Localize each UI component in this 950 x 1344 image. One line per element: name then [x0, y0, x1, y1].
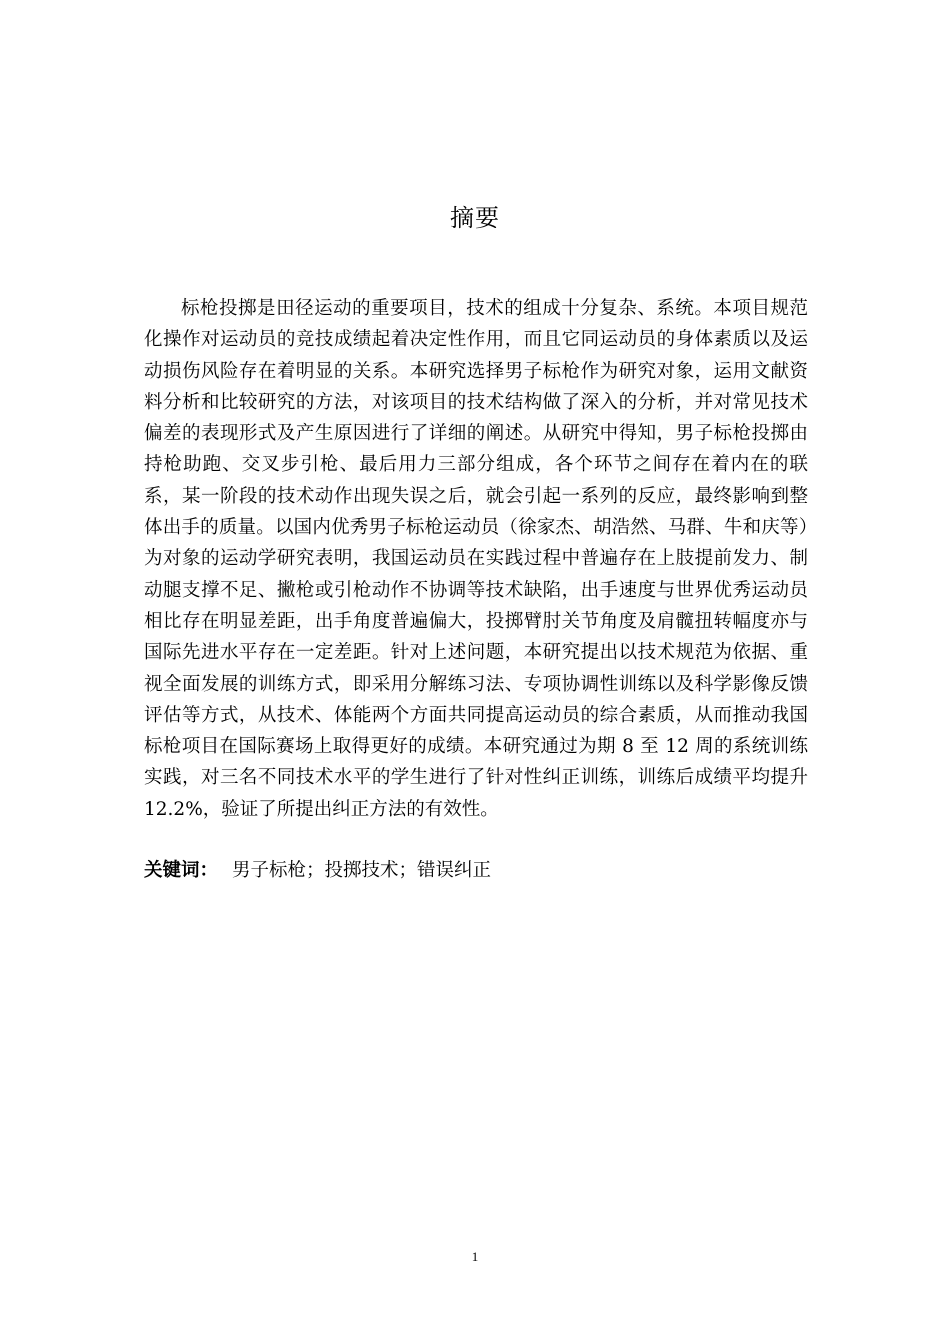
keywords-value: 男子标枪；投掷技术；错误纠正 — [232, 860, 492, 881]
page-number: 1 — [471, 1249, 479, 1264]
keywords-line — [144, 857, 808, 885]
abstract-paragraph: 标枪投掷是田径运动的重要项目，技术的组成十分复杂、系统。本项目规范化操作对运动员的竞技成绩起着决定性作用，而且它同运动员的身体素质以及运动损伤风险存在着明显的关系。本研究选择男子标枪作为研究对象，运用文献资料分析和比较研究的方法，对该项目的技术结构做了深入的分析，并对常见技术偏差的表现形式及产生原因进行了详细的阐述。从研究中得知，男子标枪投掷由持枪助跑、交叉步引枪、最后用力三部分组成，各个环节之间存在着内在的联系，某一阶段的技术动作出现失误之后，就会引起一系列的反应，最终影响到整体出手的质量。以国内优秀男子标枪运动员（徐家杰、胡浩然、马群、牛和庆等）为对象的运动学研究表明，我国运动员在实践过程中普遍存在上肢提前发力、制动腿支撑不足、撇枪或引枪动作不协调等技术缺陷，出手速度与世界优秀运动员相比存在明显差距，出手角度普遍偏大，投掷臂肘关节角度及肩髋扭转幅度亦与国际先进水平存在一定差距。针对上述问题，本研究提出以技术规范为依据、重视全面发展的训练方式，即采用分解练习法、专项协调性训练以及科学影像反馈评估等方式，从技术、体能两个方面共同提高运动员的综合素质，从而推动我国标枪项目在国际赛场上取得更好的成绩。本研究通过为期 8 至 12 周的系统训练实践，对三名不同技术水平的学生进行了针对性纠正训练，训练后成绩平均提升 12.2%，验证了所提出纠正方法的有效性。 — [144, 298, 808, 820]
page-title: 摘要 — [450, 204, 500, 232]
keywords-label: 关键词： — [144, 860, 219, 881]
